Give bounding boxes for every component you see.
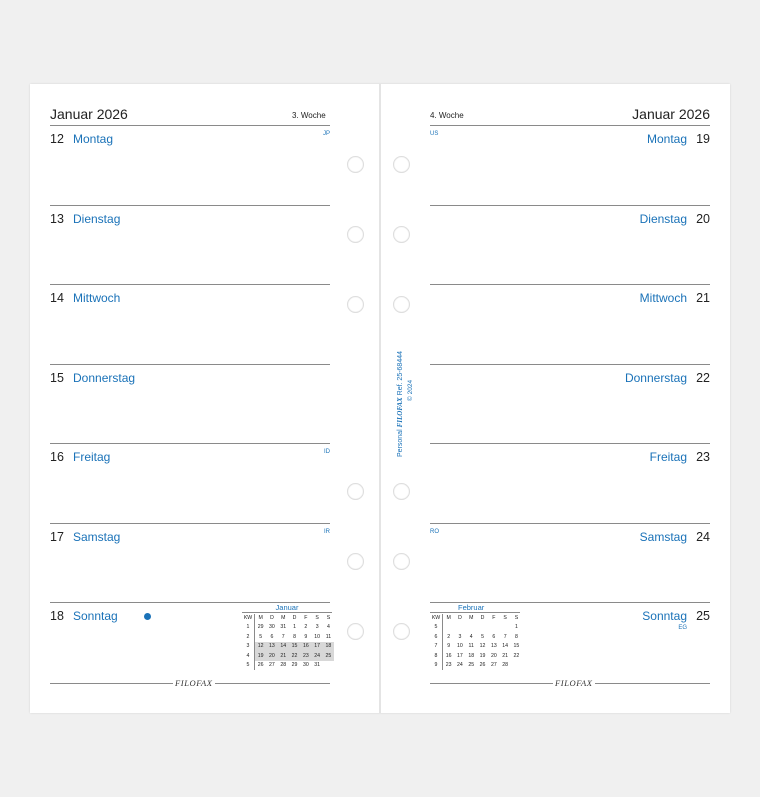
- mini-calendar-day: 26: [257, 661, 264, 668]
- mini-calendar-week-row: [242, 633, 334, 642]
- filofax-logo: FILOFAX: [175, 678, 213, 688]
- week-number: 5: [430, 623, 443, 632]
- day-row[interactable]: [430, 444, 710, 524]
- mini-calendar-day: 18: [323, 642, 334, 651]
- weekday-header: F: [492, 615, 496, 621]
- mini-calendar-day: 21: [502, 652, 509, 659]
- mini-calendar-day: 1: [514, 624, 518, 631]
- mini-calendar-day: 8: [514, 633, 518, 640]
- weekday-header: D: [458, 615, 462, 621]
- weekday-header: M: [281, 615, 286, 621]
- product-reference-print: [396, 339, 420, 459]
- mini-calendar-day: 7: [281, 633, 285, 640]
- day-name: Samstag: [639, 529, 687, 544]
- day-name: Sonntag: [73, 609, 118, 623]
- ring-hole: [393, 156, 410, 173]
- filofax-logo: FILOFAX: [555, 678, 593, 688]
- product-size: Personal: [397, 429, 404, 457]
- mini-calendar-title: Februar: [458, 603, 485, 612]
- mini-calendar-day: 5: [259, 633, 263, 640]
- day-row[interactable]: [50, 206, 330, 286]
- weekday-header: M: [446, 615, 451, 621]
- ring-hole: [347, 296, 364, 313]
- mini-calendar-day: 9: [304, 633, 308, 640]
- mini-calendar-header-row: [430, 614, 522, 623]
- mini-calendar-day: 28: [280, 661, 287, 668]
- day-row[interactable]: [430, 285, 710, 365]
- copyright-line: © 2024: [407, 379, 414, 401]
- mini-calendar-day: 8: [293, 633, 296, 640]
- day-name: Mittwoch: [639, 291, 687, 305]
- day-number: 25: [696, 609, 710, 623]
- mini-calendar-day: 2: [447, 633, 451, 640]
- mini-calendar-day: 13: [266, 642, 277, 651]
- day-number: 22: [696, 370, 710, 385]
- mini-calendar-day: 19: [255, 652, 266, 661]
- mini-calendar-day: 16: [445, 652, 452, 659]
- week-number-header: KW: [242, 614, 255, 623]
- week-label: 3. Woche: [292, 111, 326, 120]
- day-number: 23: [696, 450, 710, 464]
- day-row[interactable]: [430, 365, 710, 445]
- weekday-header: S: [514, 615, 519, 621]
- mini-calendar-day: 4: [469, 633, 473, 640]
- mini-calendar-day: 30: [302, 661, 309, 668]
- ring-hole: [393, 553, 410, 570]
- day-name: Montag: [73, 132, 114, 146]
- mini-calendar-day: 2: [304, 624, 308, 631]
- day-row[interactable]: [430, 126, 710, 206]
- mini-calendar-day: 30: [269, 624, 275, 631]
- mini-calendar-day: 21: [278, 652, 289, 661]
- mini-calendar-day: 3: [458, 633, 462, 640]
- mini-calendar-day: [466, 623, 477, 632]
- mini-calendar-day: 17: [311, 642, 322, 651]
- mini-calendar-day: [443, 623, 454, 632]
- mini-calendar-day: 25: [323, 652, 334, 661]
- mini-calendar-day: 28: [502, 661, 509, 668]
- product-ref: Ref. 25-68444: [397, 350, 404, 396]
- day-row[interactable]: [430, 524, 710, 604]
- ring-hole: [393, 623, 410, 640]
- day-row[interactable]: [50, 285, 330, 365]
- ring-hole: [393, 483, 410, 500]
- mini-calendar-day: [477, 623, 488, 632]
- weekday-header: M: [258, 615, 263, 621]
- week-label: 4. Woche: [430, 111, 464, 120]
- mini-calendar-day: 3: [315, 624, 319, 631]
- day-name: Mittwoch: [73, 291, 121, 305]
- mini-calendar-day: 6: [492, 633, 496, 640]
- mini-calendar-day: 26: [479, 661, 486, 668]
- mini-calendar-day: 11: [468, 643, 474, 650]
- day-name: Dienstag: [639, 211, 687, 226]
- mini-calendar-rule: [430, 612, 520, 613]
- mini-calendar-day: 4: [326, 624, 330, 631]
- day-row[interactable]: [50, 365, 330, 445]
- day-name: Sonntag: [642, 609, 687, 623]
- mini-calendar-day: 15: [289, 642, 300, 651]
- mini-calendar-day: [511, 661, 522, 670]
- holiday-marker: US: [430, 131, 439, 137]
- mini-calendar-day: 20: [490, 652, 497, 659]
- mini-calendar-day: [488, 623, 499, 632]
- mini-calendar-title: Januar: [275, 603, 299, 612]
- mini-calendar-day: 18: [468, 652, 475, 659]
- mini-calendar-day: 1: [293, 624, 296, 631]
- mini-calendar-header-row: [242, 614, 334, 623]
- mini-calendar-week-row: [430, 661, 522, 670]
- holiday-marker: RO: [430, 528, 439, 535]
- ring-hole: [347, 226, 364, 243]
- product-reference-line: [396, 351, 404, 457]
- day-row[interactable]: [50, 444, 330, 524]
- day-row[interactable]: [50, 524, 330, 604]
- ring-hole: [393, 296, 410, 313]
- mini-calendar-day: 10: [314, 633, 321, 640]
- ring-hole: [393, 226, 410, 243]
- week-number: 8: [430, 652, 443, 661]
- holiday-marker: JP: [322, 131, 330, 137]
- week-number: 6: [430, 633, 443, 642]
- mini-calendar-day: 27: [490, 661, 497, 668]
- day-row[interactable]: [50, 126, 330, 206]
- weekday-header: F: [304, 615, 308, 621]
- day-name: Montag: [646, 132, 687, 146]
- week-number: 4: [242, 652, 255, 661]
- mini-calendar-day: 25: [468, 661, 475, 668]
- mini-calendar-day: 12: [255, 642, 266, 651]
- full-moon-icon: [144, 613, 151, 620]
- week-number: 5: [242, 661, 255, 670]
- mini-calendar-day: 23: [300, 652, 311, 661]
- day-number: 15: [50, 370, 64, 385]
- mini-calendar-week-row: [242, 661, 334, 670]
- mini-calendar-day: 16: [300, 642, 311, 651]
- ring-hole: [347, 156, 364, 173]
- mini-calendar-week-row: [242, 623, 334, 632]
- mini-calendar-day: 14: [278, 642, 289, 651]
- mini-calendar-day: 17: [457, 652, 463, 659]
- mini-calendar-day: 23: [445, 661, 452, 668]
- mini-calendar-week-row: [430, 642, 522, 651]
- day-name: Donnerstag: [73, 370, 136, 385]
- mini-calendar-day: 19: [479, 652, 486, 659]
- weekday-header: S: [315, 615, 319, 621]
- mini-calendar-day: 29: [291, 661, 298, 668]
- mini-calendar-week-row: [430, 623, 522, 632]
- holiday-marker: IR: [324, 528, 330, 535]
- mini-calendar-day: 31: [280, 624, 287, 631]
- mini-calendar-day: 22: [513, 652, 520, 659]
- mini-calendar-day: 24: [457, 661, 463, 668]
- ring-hole: [347, 623, 364, 640]
- weekday-header: D: [480, 615, 485, 621]
- day-number: 13: [50, 211, 64, 226]
- day-number: 16: [50, 450, 64, 464]
- ring-holes: [347, 84, 367, 713]
- week-number: 9: [430, 661, 443, 670]
- day-row[interactable]: [430, 206, 710, 286]
- mini-calendar-day: 20: [266, 652, 277, 661]
- day-number: 14: [50, 291, 64, 305]
- weekday-header: D: [292, 615, 297, 621]
- mini-calendar-rule: [242, 612, 332, 613]
- day-number: 21: [696, 291, 710, 305]
- mini-calendar-day: [499, 623, 510, 632]
- day-name: Donnerstag: [624, 370, 687, 385]
- mini-calendar-week-row: [430, 633, 522, 642]
- day-number: 17: [50, 529, 64, 544]
- right-page: [381, 84, 730, 713]
- left-page: [30, 84, 379, 713]
- mini-calendar-day: 29: [257, 624, 264, 631]
- holiday-marker: EG: [678, 625, 687, 631]
- month-title: Januar 2026: [50, 106, 128, 122]
- day-name: Dienstag: [73, 211, 121, 226]
- mini-calendar-day: 31: [314, 661, 321, 668]
- mini-calendar-day: 22: [289, 652, 300, 661]
- weekday-header: D: [270, 615, 274, 621]
- day-number: 18: [50, 609, 64, 623]
- day-number: 20: [696, 211, 710, 226]
- weekday-header: M: [469, 615, 474, 621]
- mini-calendar-grid: [430, 614, 522, 670]
- mini-calendar-day: 12: [479, 643, 486, 650]
- week-number: 1: [242, 623, 255, 632]
- mini-calendar-day: 24: [311, 652, 322, 661]
- day-number: 19: [696, 132, 710, 146]
- day-name: Freitag: [649, 450, 687, 464]
- mini-calendar-day: 14: [502, 643, 509, 650]
- day-name: Freitag: [73, 450, 111, 464]
- weekday-header: S: [503, 615, 507, 621]
- day-number: 12: [50, 132, 64, 146]
- mini-calendar-week-row: [242, 642, 334, 651]
- mini-calendar-week-row: [242, 652, 334, 661]
- mini-calendar-day: 10: [457, 643, 463, 650]
- mini-calendar-day: 13: [490, 643, 497, 650]
- week-number: 3: [242, 642, 255, 651]
- ring-hole: [347, 553, 364, 570]
- week-number: 2: [242, 633, 255, 642]
- mini-calendar-grid: [242, 614, 334, 670]
- mini-calendar-day: 27: [269, 661, 275, 668]
- weekday-header: S: [326, 615, 331, 621]
- mini-calendar-day: 6: [270, 633, 274, 640]
- filofax-logo: FILOFAX: [396, 397, 404, 428]
- mini-calendar-day: [454, 623, 465, 632]
- mini-calendar-week-row: [430, 652, 522, 661]
- mini-calendar-day: 5: [481, 633, 484, 640]
- holiday-marker: ID: [324, 449, 330, 455]
- mini-calendar-day: [323, 661, 334, 670]
- mini-calendar-day: 9: [447, 643, 451, 650]
- mini-calendar-day: 11: [325, 633, 332, 640]
- week-number-header: KW: [430, 614, 443, 623]
- week-number: 7: [430, 642, 443, 651]
- mini-calendar-day: 7: [503, 633, 507, 640]
- day-name: Samstag: [73, 529, 121, 544]
- ring-hole: [347, 483, 364, 500]
- mini-calendar-day: 15: [513, 643, 520, 650]
- month-title: Januar 2026: [632, 106, 710, 122]
- day-number: 24: [696, 529, 710, 544]
